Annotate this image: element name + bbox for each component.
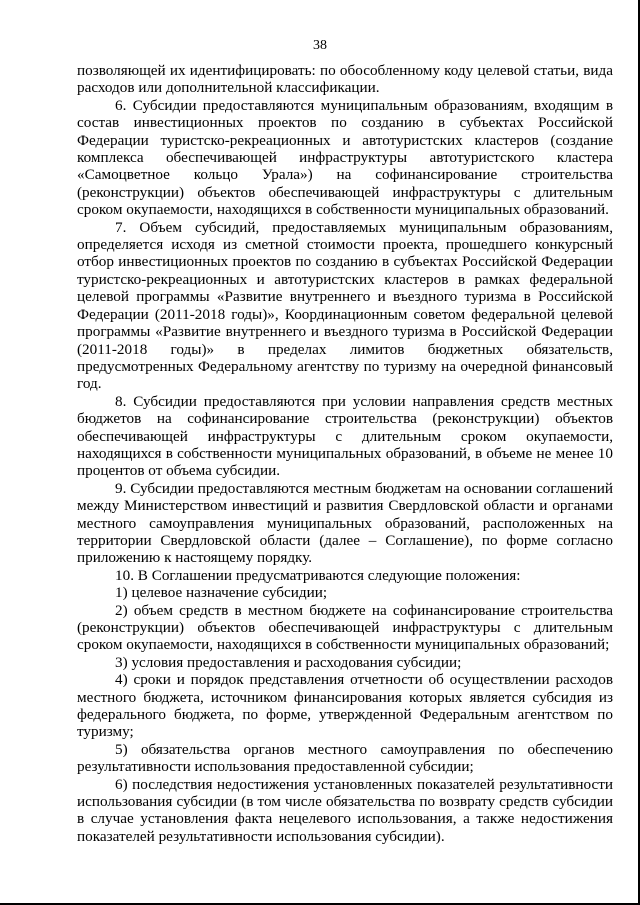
paragraph-continuation: позволяющей их идентифицировать: по обособленному коду целевой статьи, вида расходов или дополнительной классификации. [77,62,613,97]
list-item-5: 5) обязательства органов местного самоуправления по обеспечению результативности использования предоставленной субсидии; [77,740,613,776]
list-item-3: 3) условия предоставления и расходования субсидии; [115,653,462,671]
list-item-2: 2) объем средств в местном бюджете на софинансирование строительства (реконструкции) объектов обеспечивающей инфраструктуры с длительным сроком окупаемости, находящихся в собственности муниципальных образований; [77,601,613,654]
list-item-6: 6) последствия недостижения установленных показателей результативности использования субсидии (в том числе обязательства по возврату средств субсидии в случае установления факта нецелевого использования, а также недостижения показателей результативности использования субсидии). [77,775,613,845]
document-body [77,62,613,845]
paragraph-10: 10. В Соглашении предусматриваются следующие положения: [115,566,521,584]
page-number: 38 [313,38,327,53]
paragraph-9: 9. Субсидии предоставляются местным бюджетам на основании соглашений между Министерством инвестиций и развития Свердловской области и органами местного самоуправления муниципальных образований, расположенных на территории Свердловской области (далее – Соглашение), по форме согласно приложению к настоящему порядку. [77,479,613,567]
paragraph-7: 7. Объем субсидий, предоставляемых муниципальным образованиям, определяется исходя из сметной стоимости проекта, прошедшего конкурсный отбор инвестиционных проектов по созданию в субъектах Российской Федерации туристско-рекреационных и автотуристских кластеров в рамках федеральной целевой программы «Развитие внутреннего и въездного туризма в Российской Федерации (2011-2018 годы)», Координационным советом федеральной целевой программы «Развитие внутреннего и въездного туризма в Российской Федерации (2011-2018 годы)» в пределах лимитов бюджетных обязательств, предусмотренных Федеральному агентству по туризму на очередной финансовый год. [77,218,613,393]
list-item-1: 1) целевое назначение субсидии; [115,584,328,602]
paragraph-8: 8. Субсидии предоставляются при условии направления средств местных бюджетов на софинансирование строительства (реконструкции) объектов обеспечивающей инфраструктуры с длительным сроком окупаемости, находящихся в собственности муниципальных образований, в объеме не менее 10 процентов от объема субсидии. [77,392,613,480]
paragraph-6: 6. Субсидии предоставляются муниципальным образованиям, входящим в состав инвестиционных проектов по созданию в субъектах Российской Федерации туристско-рекреационных и автотуристских кластеров (создание комплекса обеспечивающей инфраструктуры автотуристского кластера «Самоцветное кольцо Урала») на софинансирование строительства (реконструкции) объектов обеспечивающей инфраструктуры с длительным сроком окупаемости, находящихся в собственности муниципальных образований. [77,96,613,219]
list-item-4: 4) сроки и порядок представления отчетности об осуществлении расходов местного бюджета, источником финансирования которых является субсидия из федерального бюджета, по форме, утвержденной Федеральным агентством по туризму; [77,671,613,741]
